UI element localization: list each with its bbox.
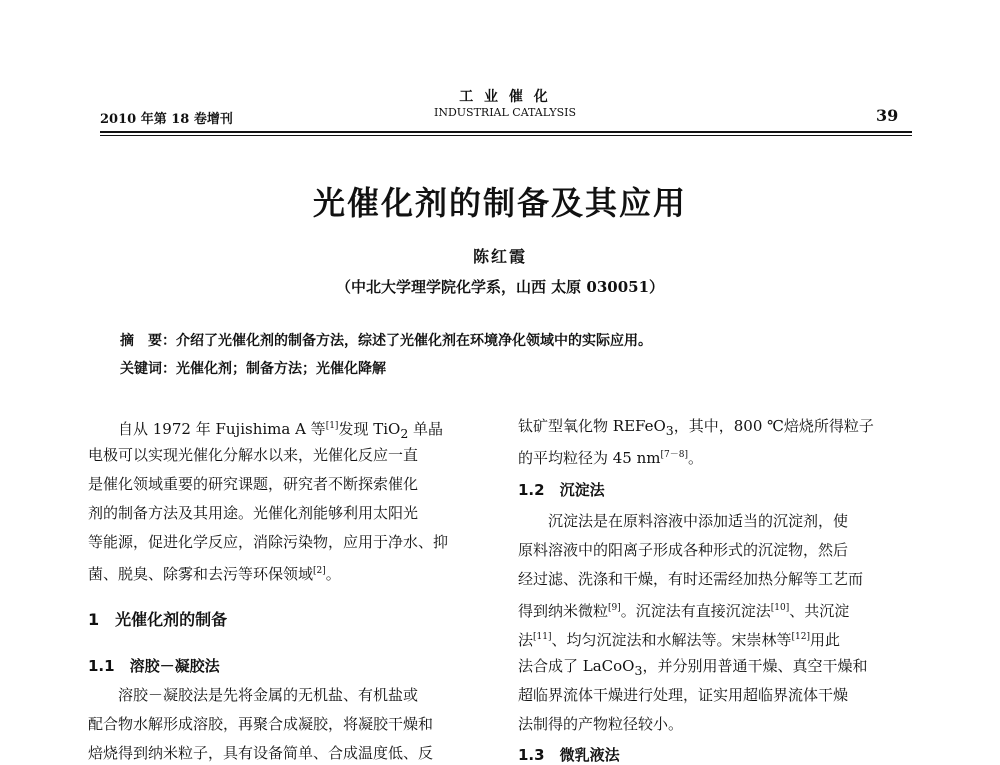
page-number: 39: [876, 106, 899, 125]
issue-info: 2010 年第 18 卷增刊: [100, 112, 233, 127]
body-line: 钛矿型氧化物 REFeO$_3$，其中，800 ℃焙烧所得粒子: [518, 417, 874, 438]
body-line: 法合成了 LaCoO$_3$，并分别用普通干燥、真空干燥和: [518, 657, 868, 678]
abstract-text: 介绍了光催化剂的制备方法，综述了光催化剂在环境净化领域中的实际应用。: [176, 333, 652, 349]
body-line: 法[11]、均匀沉淀法和水解法等。宋崇林等[12]用此: [518, 631, 841, 649]
keywords-label: 关键词：: [120, 361, 176, 377]
body-line: 配合物水解形成溶胶，再聚合成凝胶，将凝胶干燥和: [88, 715, 434, 733]
body-line: 自从 1972 年 Fujishima A 等[1]发现 TiO$_2$ 单晶: [118, 420, 444, 441]
citation: [1]: [325, 421, 339, 431]
body-line: 得到纳米微粒[9]。沉淀法有直接沉淀法[10]、共沉淀: [518, 602, 850, 620]
subsection-heading: 1.2 沉淀法: [518, 481, 605, 499]
journal-name-en: INDUSTRIAL CATALYSIS: [433, 106, 577, 119]
paper-title: 光催化剂的制备及其应用: [312, 184, 687, 222]
body-line: 是催化领域重要的研究课题，研究者不断探索催化: [88, 475, 419, 493]
body-line: 电极可以实现光催化分解水以来，光催化反应一直: [88, 446, 419, 464]
journal-header: [395, 88, 615, 120]
citation: [11]: [533, 632, 552, 642]
body-line: 菌、脱臭、除雾和去污等环保领域[2]。: [88, 565, 341, 583]
abstract: [120, 330, 652, 350]
subsection-heading: 1.1 溶胶－凝胶法: [88, 657, 220, 675]
body-line: 剂的制备方法及其用途。光催化剂能够利用太阳光: [88, 504, 419, 522]
affiliation: （中北大学理学院化学系，山西 太原 030051）: [335, 278, 665, 296]
header-rule: [100, 131, 912, 133]
section-heading: 1 光催化剂的制备: [88, 610, 228, 629]
body-line: 经过滤、洗涤和干燥，有时还需经加热分解等工艺而: [518, 570, 864, 588]
body-line: 焙烧得到纳米粒子，具有设备简单、合成温度低、反: [88, 744, 434, 762]
journal-name-cn: 工 业 催 化: [459, 89, 551, 105]
body-line: 的平均粒径为 45 nm[7－8]。: [518, 449, 704, 467]
body-line: 原料溶液中的阳离子形成各种形式的沉淀物，然后: [518, 541, 849, 559]
keywords-text: 光催化剂；制备方法；光催化降解: [176, 361, 386, 377]
author: 陈红霞: [472, 247, 527, 266]
citation: [9]: [608, 603, 621, 613]
citation: [12]: [791, 632, 810, 642]
body-line: 法制得的产物粒径较小。: [518, 715, 684, 733]
body-line: 等能源，促进化学反应，消除污染物，应用于净水、抑: [88, 533, 449, 551]
keywords: [120, 358, 386, 378]
citation: [10]: [770, 603, 790, 613]
abstract-label: 摘 要：: [120, 333, 176, 349]
body-line: 沉淀法是在原料溶液中添加适当的沉淀剂，使: [548, 512, 849, 530]
citation: [2]: [313, 566, 326, 576]
subsection-heading: 1.3 微乳液法: [518, 746, 620, 764]
citation: [7－8]: [660, 450, 688, 460]
body-line: 超临界流体干燥进行处理，证实用超临界流体干燥: [518, 686, 849, 704]
body-line: 溶胶－凝胶法是先将金属的无机盐、有机盐或: [118, 686, 419, 704]
header-rule-thin: [100, 135, 912, 136]
